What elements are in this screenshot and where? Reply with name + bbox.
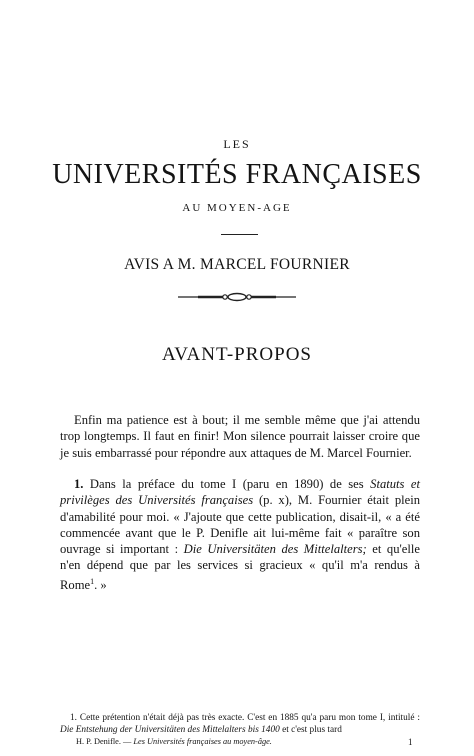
paragraph-2 — [60, 476, 420, 593]
page-subtitle: AU MOYEN-AGE — [182, 202, 292, 214]
paragraph-1-text: Enfin ma patience est à bout; il me semble même que j'ai attendu trop longtemps. Il faut en finir! Mon silence pourrait laisser croire que je suis embarrassé pour répondre aux attaques de M. Marcel Fournier. — [60, 413, 420, 460]
section-heading: AVANT-PROPOS — [162, 344, 312, 365]
paragraph-2-italic-title-1: Statuts et privilèges des Universités françaises — [60, 477, 420, 508]
header-les: LES — [223, 137, 251, 151]
ornament-divider-icon — [178, 292, 296, 302]
footnote — [60, 712, 420, 736]
title-divider — [221, 234, 258, 235]
footnote-text-b: et c'est plus tard — [279, 725, 342, 735]
paragraph-2-part-b: (p. x), M. Fournier était plein d'amabilité pour moi. « J'ajoute que cette publication, disait-il, « a été commencée avant que le P. Denifle ait lui-même fait « paraître son ouvrage si important : — [60, 493, 420, 557]
footnote-text-a: 1. Cette prétention n'était déjà pas très exacte. C'est en 1885 qu'a paru mon tome I, intitulé : — [70, 713, 420, 723]
signature-line — [76, 737, 396, 746]
dedication-heading: AVIS A M. MARCEL FOURNIER — [124, 256, 350, 273]
signature-page-number: 1 — [408, 737, 413, 747]
paragraph-2-part-a: Dans la préface du tome I (paru en 1890) de ses — [83, 477, 371, 491]
paragraph-2-part-c: et qu'elle n'en dépend que par les services si gracieux « qu'il m'a rendus à Rome — [60, 542, 420, 592]
paragraph-2-italic-title-2: Die Universitäten des Mittelalters; — [183, 542, 367, 557]
paragraph-2-end: . » — [94, 577, 107, 592]
footnote-ref: 1 — [90, 576, 95, 586]
footnote-italic-title: Die Entstehung der Universitäten des Mittelalters bis 1400 — [60, 725, 280, 735]
signature-author: H. P. Denifle. — — [76, 737, 134, 746]
signature-work: Les Universités françaises au moyen-âge. — [133, 737, 272, 746]
paragraph-number: 1. — [74, 477, 84, 491]
page-title: UNIVERSITÉS FRANÇAISES — [52, 159, 422, 190]
paragraph-1 — [60, 412, 420, 461]
